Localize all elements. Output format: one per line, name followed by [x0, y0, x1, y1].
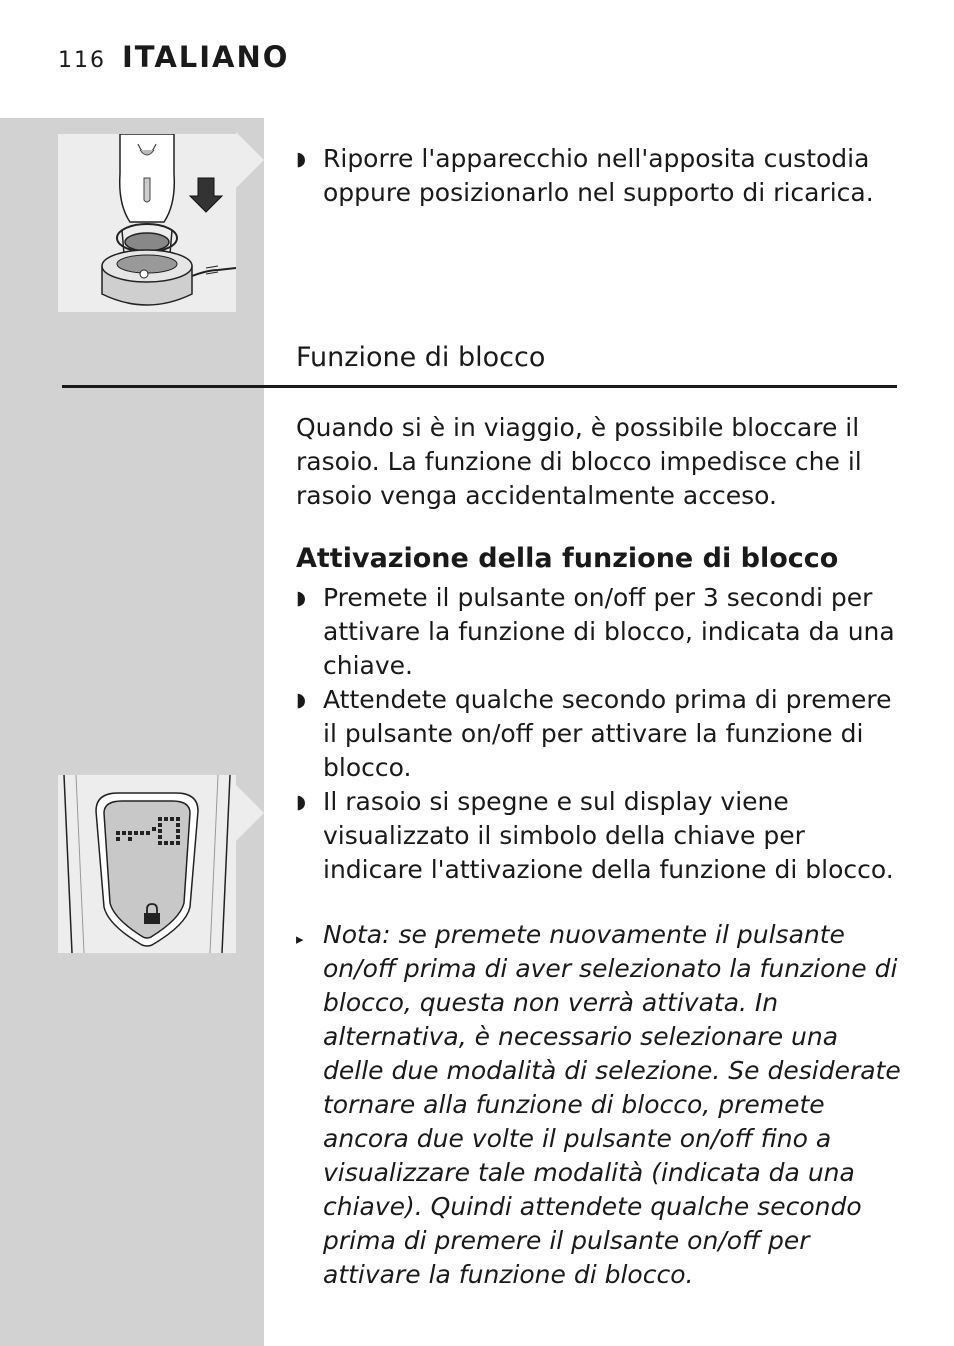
list-item	[296, 785, 906, 887]
intro-paragraph: Quando si è in viaggio, è possibile bloccare il rasoio. La funzione di blocco impedisce che il rasoio venga accidentalmente acceso.	[296, 413, 862, 510]
activation-heading: Attivazione della funzione di blocco	[296, 543, 839, 574]
note-block	[296, 918, 906, 1292]
illustration-pointer	[236, 132, 264, 188]
step-text: Premete il pulsante on/off per 3 secondi per attivare la funzione di blocco, indicata da una chiave.	[323, 583, 895, 680]
language-title: ITALIANO	[122, 40, 290, 74]
note-text: Nota: se premete nuovamente il pulsante on/off prima di aver selezionato la funzione di blocco, questa non verrà attivata. In alternativa, è necessario selezionare una delle due modalità di selezione. Se desiderate tornare alla funzione di blocco, premete ancora due volte il pulsante on/off fino a visualizzare tale modalità (indicata da una chiave). Quindi attendete qualche secondo prima di premere il pulsante on/off per attivare la funzione di blocco.	[323, 920, 901, 1289]
step-text: Il rasoio si spegne e sul display viene visualizzato il simbolo della chiave per indicare l'attivazione della funzione di blocco.	[323, 787, 894, 884]
page-header	[58, 40, 289, 74]
list-item	[296, 683, 906, 785]
shaver-display-key-symbol-illustration	[58, 775, 236, 953]
note-triangle-icon: ▸	[296, 930, 304, 948]
down-arrow-icon	[190, 178, 222, 212]
bullet-triangle-icon: ◗	[296, 148, 307, 170]
bullet-triangle-icon: ◗	[296, 791, 307, 813]
bullet-triangle-icon: ◗	[296, 587, 307, 609]
list-item	[296, 581, 906, 683]
section-heading: Funzione di blocco	[296, 342, 546, 373]
charging-stand-drawing	[58, 134, 236, 312]
store-step	[296, 142, 906, 210]
step-text: Riporre l'apparecchio nell'apposita custodia oppure posizionarlo nel supporto di ricarica.	[323, 144, 874, 207]
activation-steps	[296, 581, 906, 887]
page-number: 116	[58, 48, 106, 73]
bullet-triangle-icon: ◗	[296, 689, 307, 711]
list-item	[296, 142, 906, 210]
shaver-in-charging-stand-illustration	[58, 134, 236, 312]
section-divider	[62, 385, 897, 388]
step-text: Attendete qualche secondo prima di premere il pulsante on/off per attivare la funzione di blocco.	[323, 685, 892, 782]
display-drawing	[58, 775, 236, 953]
illustration-pointer	[236, 785, 264, 841]
